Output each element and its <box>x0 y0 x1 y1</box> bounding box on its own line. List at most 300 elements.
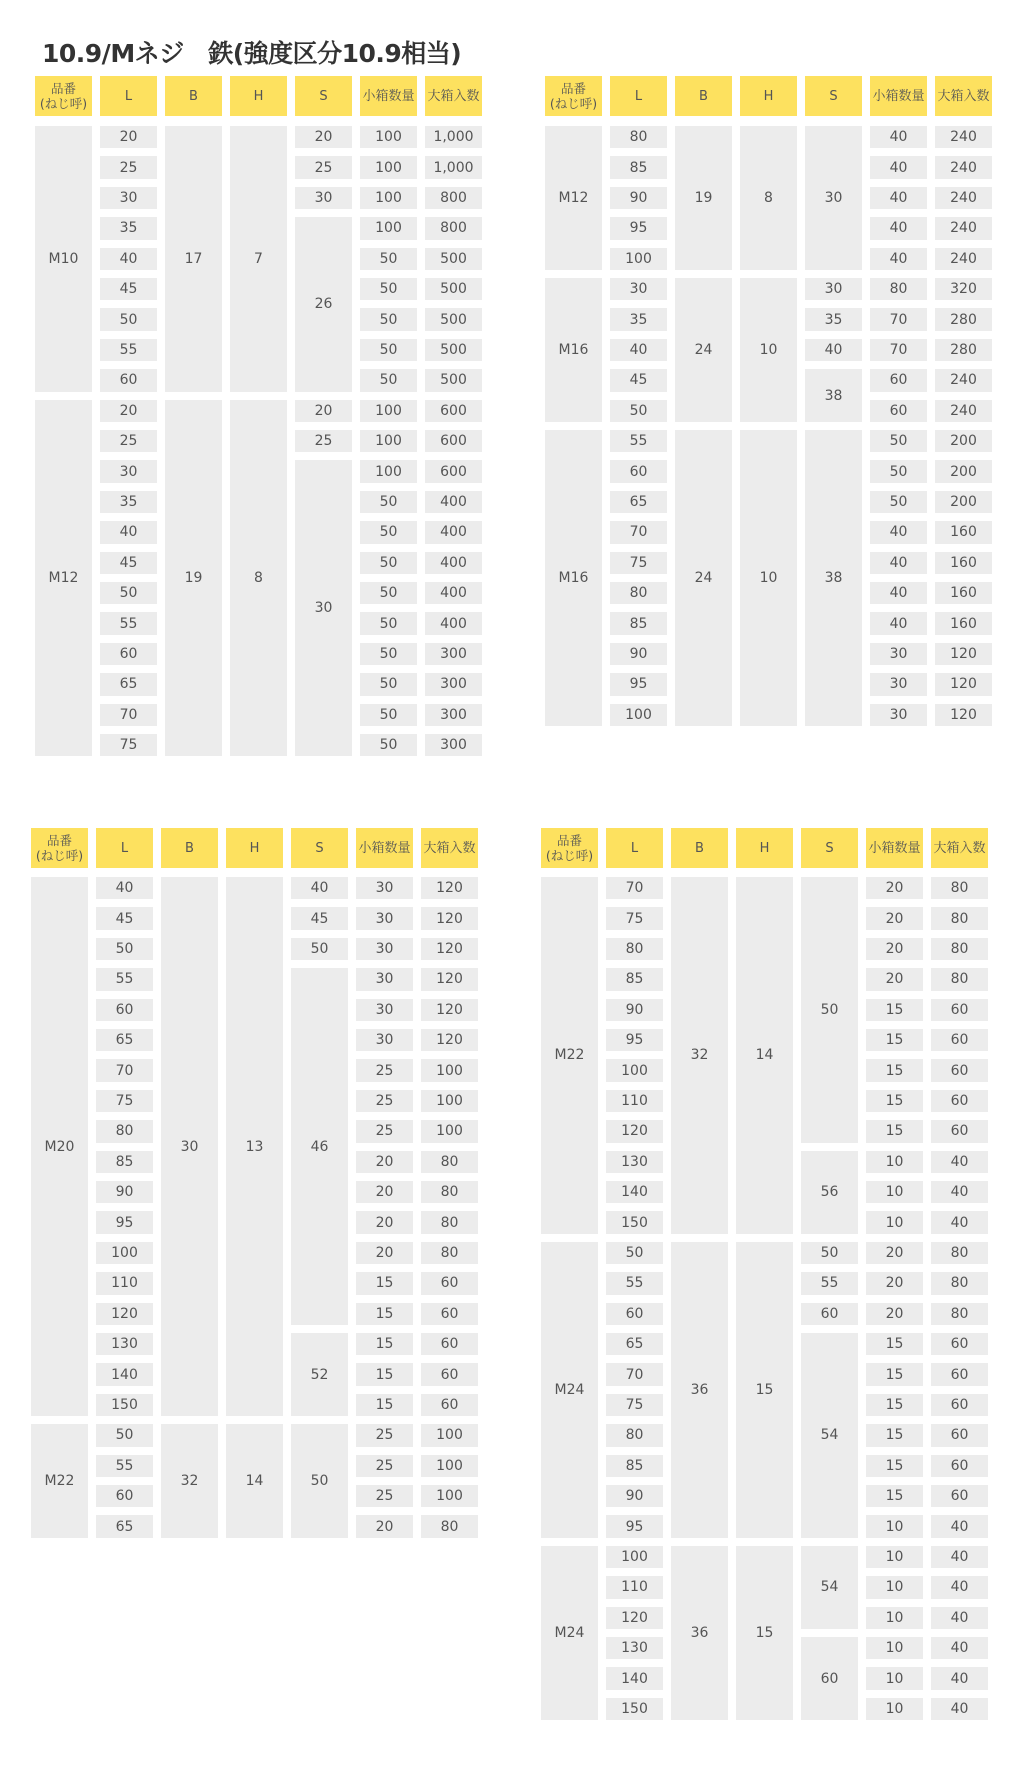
cell-B <box>165 400 222 757</box>
cell-L <box>606 1698 663 1720</box>
cell-H-value: 15 <box>755 1624 774 1641</box>
header-B <box>671 828 728 868</box>
cell-large <box>421 1059 478 1081</box>
cell-small <box>866 1242 923 1264</box>
cell-small <box>870 460 927 482</box>
cell-large <box>935 278 992 300</box>
cell-large-value: 120 <box>436 940 463 957</box>
cell-small <box>870 217 927 239</box>
cell-small-value: 50 <box>379 585 398 602</box>
cell-L <box>96 1424 153 1446</box>
cell-large <box>425 734 482 756</box>
cell-large-value: 280 <box>950 311 977 328</box>
cell-large-value: 100 <box>436 1062 463 1079</box>
cell-L-value: 25 <box>119 159 138 176</box>
cell-small <box>870 308 927 330</box>
cell-large <box>425 582 482 604</box>
header-part <box>31 828 88 868</box>
cell-L <box>606 1546 663 1568</box>
cell-L-value: 150 <box>621 1700 648 1717</box>
header-part-line2: (ねじ呼) <box>545 848 594 863</box>
cell-L <box>100 339 157 361</box>
cell-S-value: 38 <box>824 570 843 586</box>
cell-small-value: 100 <box>375 159 402 176</box>
cell-L-value: 50 <box>625 1244 644 1261</box>
cell-S <box>295 400 352 422</box>
cell-L-value: 50 <box>629 402 648 419</box>
cell-small-value: 15 <box>885 1032 904 1049</box>
cell-large <box>425 643 482 665</box>
cell-L-value: 55 <box>629 433 648 450</box>
cell-L <box>96 968 153 990</box>
cell-S <box>801 877 858 1143</box>
cell-small-value: 60 <box>889 402 908 419</box>
cell-large-value: 60 <box>950 1123 969 1140</box>
cell-H-value: 8 <box>254 569 263 586</box>
cell-large-value: 300 <box>440 737 467 754</box>
cell-large-value: 300 <box>440 645 467 662</box>
header-small <box>866 828 923 868</box>
cell-L-value: 60 <box>629 463 648 480</box>
cell-small <box>360 278 417 300</box>
cell-small <box>356 999 413 1021</box>
cell-L <box>606 1242 663 1264</box>
cell-small <box>360 308 417 330</box>
cell-large-value: 200 <box>950 433 977 450</box>
cell-large <box>935 491 992 513</box>
cell-small-value: 50 <box>379 615 398 632</box>
header-part-line1: 品番 <box>46 833 72 848</box>
cell-L-value: 20 <box>119 402 138 419</box>
cell-small-value: 50 <box>379 524 398 541</box>
cell-large-value: 800 <box>440 189 467 206</box>
cell-L <box>610 460 667 482</box>
cell-L-value: 95 <box>625 1518 644 1535</box>
cell-large-value: 60 <box>950 1062 969 1079</box>
cell-small-value: 50 <box>379 645 398 662</box>
cell-large-value: 320 <box>950 281 977 298</box>
cell-L <box>96 1029 153 1051</box>
cell-small <box>866 1546 923 1568</box>
cell-large <box>935 308 992 330</box>
header-H <box>226 828 283 868</box>
cell-small-value: 30 <box>375 1001 394 1018</box>
cell-small <box>866 1090 923 1112</box>
cell-small-value: 40 <box>889 524 908 541</box>
cell-small <box>356 1394 413 1416</box>
cell-small-value: 15 <box>885 1123 904 1140</box>
cell-S-value: 30 <box>314 600 333 617</box>
cell-L-value: 35 <box>629 311 648 328</box>
cell-large <box>931 1181 988 1203</box>
cell-part-value: M24 <box>554 1624 585 1641</box>
cell-small <box>870 339 927 361</box>
cell-L-value: 45 <box>119 281 138 298</box>
cell-large-value: 40 <box>950 1184 969 1201</box>
cell-S <box>805 369 862 422</box>
cell-large <box>935 369 992 391</box>
cell-L <box>96 1242 153 1264</box>
header-part-line1: 品番 <box>50 81 76 96</box>
header-small-label: 小箱数量 <box>872 88 925 104</box>
cell-B-value: 32 <box>180 1472 199 1489</box>
cell-part <box>545 430 602 726</box>
cell-L-value: 65 <box>115 1032 134 1049</box>
cell-small <box>360 369 417 391</box>
cell-large-value: 40 <box>950 1153 969 1170</box>
cell-L <box>610 673 667 695</box>
cell-small-value: 15 <box>885 1336 904 1353</box>
cell-large <box>935 460 992 482</box>
cell-S-value: 30 <box>824 190 843 206</box>
cell-part <box>35 126 92 392</box>
cell-L-value: 95 <box>629 220 648 237</box>
cell-L-value: 80 <box>625 1427 644 1444</box>
cell-S-value: 52 <box>310 1366 329 1383</box>
cell-L-value: 100 <box>111 1244 138 1261</box>
cell-L-value: 35 <box>119 493 138 510</box>
cell-L-value: 100 <box>621 1548 648 1565</box>
cell-H <box>226 1424 283 1538</box>
cell-small-value: 20 <box>375 1518 394 1535</box>
cell-large-value: 400 <box>440 615 467 632</box>
cell-small <box>360 643 417 665</box>
cell-large <box>421 1333 478 1355</box>
cell-S-value: 50 <box>310 940 329 957</box>
header-L <box>100 76 157 116</box>
cell-S-value: 50 <box>820 1244 839 1261</box>
cell-large <box>421 1029 478 1051</box>
cell-small <box>356 1272 413 1294</box>
cell-large <box>931 1424 988 1446</box>
cell-part-value: M16 <box>558 570 589 586</box>
cell-small <box>360 400 417 422</box>
cell-small <box>870 491 927 513</box>
cell-small <box>866 1607 923 1629</box>
cell-large-value: 80 <box>950 880 969 897</box>
header-small <box>360 76 417 116</box>
cell-L <box>100 521 157 543</box>
cell-S-value: 40 <box>824 341 843 358</box>
cell-L-value: 65 <box>119 676 138 693</box>
cell-small <box>870 673 927 695</box>
cell-large-value: 60 <box>950 1001 969 1018</box>
cell-small-value: 15 <box>885 1366 904 1383</box>
cell-large <box>425 491 482 513</box>
cell-large-value: 200 <box>950 463 977 480</box>
cell-L-value: 110 <box>621 1092 648 1109</box>
cell-large <box>425 460 482 482</box>
cell-small <box>866 1455 923 1477</box>
cell-large <box>935 126 992 148</box>
cell-L-value: 90 <box>629 189 648 206</box>
cell-L <box>96 938 153 960</box>
cell-small-value: 100 <box>375 220 402 237</box>
cell-part <box>541 1546 598 1720</box>
cell-B-value: 17 <box>184 250 203 267</box>
cell-large-value: 120 <box>436 910 463 927</box>
cell-large <box>425 126 482 148</box>
header-H-label: H <box>763 88 774 104</box>
header-L-label: L <box>120 840 129 856</box>
cell-part-value: M24 <box>554 1381 585 1398</box>
cell-large-value: 300 <box>440 706 467 723</box>
cell-L-value: 90 <box>115 1184 134 1201</box>
cell-part-value: M10 <box>48 250 79 267</box>
cell-L-value: 90 <box>625 1488 644 1505</box>
cell-H <box>226 877 283 1416</box>
cell-L-value: 60 <box>625 1305 644 1322</box>
cell-large-value: 60 <box>440 1305 459 1322</box>
cell-large-value: 500 <box>440 341 467 358</box>
cell-S <box>805 126 862 270</box>
cell-small-value: 100 <box>375 402 402 419</box>
cell-small <box>866 1333 923 1355</box>
cell-large <box>931 1120 988 1142</box>
cell-L <box>100 217 157 239</box>
cell-small <box>360 430 417 452</box>
cell-large <box>935 400 992 422</box>
cell-L-value: 85 <box>629 615 648 632</box>
cell-small-value: 20 <box>375 1153 394 1170</box>
cell-small-value: 40 <box>889 585 908 602</box>
cell-large <box>931 1637 988 1659</box>
cell-small-value: 60 <box>889 372 908 389</box>
cell-L-value: 100 <box>621 1062 648 1079</box>
cell-L <box>610 278 667 300</box>
cell-L-value: 85 <box>625 971 644 988</box>
cell-small <box>870 126 927 148</box>
cell-small-value: 50 <box>379 737 398 754</box>
cell-small <box>356 968 413 990</box>
cell-large-value: 200 <box>950 493 977 510</box>
cell-L-value: 40 <box>115 880 134 897</box>
cell-large <box>421 1211 478 1233</box>
cell-large-value: 100 <box>436 1457 463 1474</box>
cell-small <box>356 1333 413 1355</box>
cell-small <box>360 582 417 604</box>
cell-L-value: 120 <box>111 1305 138 1322</box>
cell-L-value: 100 <box>625 706 652 723</box>
cell-H-value: 7 <box>254 250 263 267</box>
cell-small <box>356 1181 413 1203</box>
header-part <box>541 828 598 868</box>
cell-part-value: M20 <box>44 1138 75 1155</box>
header-part-line2: (ねじ呼) <box>549 96 598 111</box>
cell-small-value: 15 <box>375 1366 394 1383</box>
cell-small-value: 25 <box>375 1457 394 1474</box>
cell-small-value: 15 <box>885 1092 904 1109</box>
cell-S-value: 35 <box>824 311 843 328</box>
cell-L-value: 55 <box>119 341 138 358</box>
cell-large <box>421 1242 478 1264</box>
cell-small <box>360 521 417 543</box>
cell-small-value: 20 <box>375 1244 394 1261</box>
cell-L-value: 65 <box>625 1336 644 1353</box>
cell-B-value: 36 <box>690 1624 709 1641</box>
cell-large-value: 60 <box>440 1366 459 1383</box>
cell-L <box>100 400 157 422</box>
cell-large <box>425 156 482 178</box>
cell-S-value: 38 <box>824 387 843 404</box>
cell-B <box>675 430 732 726</box>
cell-large-value: 40 <box>950 1640 969 1657</box>
cell-small-value: 70 <box>889 311 908 328</box>
cell-B <box>675 126 732 270</box>
cell-small <box>356 907 413 929</box>
cell-small-value: 70 <box>889 341 908 358</box>
cell-S-value: 45 <box>310 910 329 927</box>
cell-L-value: 50 <box>119 311 138 328</box>
cell-L <box>96 1363 153 1385</box>
cell-L <box>610 521 667 543</box>
cell-S-value: 25 <box>314 159 333 176</box>
cell-H <box>736 1546 793 1720</box>
cell-small-value: 50 <box>379 554 398 571</box>
header-H-label: H <box>253 88 264 104</box>
cell-L <box>96 1059 153 1081</box>
cell-large-value: 120 <box>950 645 977 662</box>
cell-small <box>866 1394 923 1416</box>
cell-small-value: 10 <box>885 1214 904 1231</box>
cell-large <box>425 612 482 634</box>
cell-S <box>295 187 352 209</box>
cell-small <box>360 491 417 513</box>
cell-large-value: 60 <box>950 1396 969 1413</box>
cell-large-value: 240 <box>950 129 977 146</box>
cell-small <box>870 552 927 574</box>
cell-small <box>360 126 417 148</box>
header-part-line2: (ねじ呼) <box>35 848 84 863</box>
cell-L-value: 40 <box>119 250 138 267</box>
cell-small <box>360 734 417 756</box>
cell-L-value: 70 <box>119 706 138 723</box>
cell-small-value: 25 <box>375 1123 394 1140</box>
cell-large <box>421 1394 478 1416</box>
cell-large-value: 160 <box>950 585 977 602</box>
cell-small-value: 15 <box>375 1396 394 1413</box>
cell-small <box>866 1698 923 1720</box>
cell-small-value: 100 <box>375 433 402 450</box>
cell-L-value: 75 <box>625 910 644 927</box>
cell-L <box>96 1181 153 1203</box>
cell-large-value: 500 <box>440 281 467 298</box>
cell-S-value: 30 <box>314 189 333 206</box>
cell-large-value: 80 <box>950 971 969 988</box>
cell-L-value: 120 <box>621 1123 648 1140</box>
cell-small <box>870 248 927 270</box>
cell-large <box>425 400 482 422</box>
cell-small-value: 25 <box>375 1488 394 1505</box>
cell-S <box>295 126 352 148</box>
cell-large-value: 500 <box>440 311 467 328</box>
cell-small-value: 50 <box>379 311 398 328</box>
cell-L <box>610 369 667 391</box>
cell-L <box>100 126 157 148</box>
cell-L <box>606 1607 663 1629</box>
cell-large <box>421 1090 478 1112</box>
cell-H <box>230 126 287 392</box>
cell-large <box>421 1515 478 1537</box>
cell-small-value: 10 <box>885 1609 904 1626</box>
cell-small-value: 30 <box>375 940 394 957</box>
header-large <box>931 828 988 868</box>
cell-small <box>356 877 413 899</box>
cell-small <box>866 1272 923 1294</box>
cell-large-value: 80 <box>950 910 969 927</box>
cell-large-value: 400 <box>440 585 467 602</box>
cell-small-value: 50 <box>379 281 398 298</box>
cell-large-value: 120 <box>950 706 977 723</box>
cell-L-value: 95 <box>115 1214 134 1231</box>
cell-small-value: 10 <box>885 1579 904 1596</box>
cell-small-value: 50 <box>379 706 398 723</box>
header-B <box>165 76 222 116</box>
cell-H-value: 15 <box>755 1381 774 1398</box>
cell-L-value: 50 <box>115 940 134 957</box>
cell-L <box>96 999 153 1021</box>
header-large-label: 大箱入数 <box>423 840 476 856</box>
cell-L-value: 90 <box>629 645 648 662</box>
cell-large-value: 60 <box>440 1336 459 1353</box>
cell-large <box>421 1424 478 1446</box>
header-L <box>610 76 667 116</box>
cell-large <box>425 704 482 726</box>
cell-large-value: 500 <box>440 250 467 267</box>
cell-large-value: 80 <box>950 940 969 957</box>
cell-part-value: M22 <box>44 1472 75 1489</box>
cell-L-value: 75 <box>629 554 648 571</box>
header-small <box>870 76 927 116</box>
cell-L-value: 20 <box>119 129 138 146</box>
cell-part-value: M22 <box>554 1047 585 1064</box>
cell-large <box>931 968 988 990</box>
cell-L-value: 140 <box>621 1184 648 1201</box>
cell-large-value: 80 <box>440 1244 459 1261</box>
cell-L <box>610 643 667 665</box>
cell-L <box>96 1515 153 1537</box>
cell-L <box>96 1394 153 1416</box>
cell-L-value: 80 <box>625 940 644 957</box>
cell-large <box>425 552 482 574</box>
cell-large <box>421 1303 478 1325</box>
cell-large <box>931 1242 988 1264</box>
cell-L <box>100 248 157 270</box>
cell-L-value: 25 <box>119 433 138 450</box>
cell-small <box>356 1303 413 1325</box>
cell-small <box>360 187 417 209</box>
cell-large <box>421 999 478 1021</box>
cell-L <box>610 704 667 726</box>
cell-S-value: 40 <box>310 880 329 897</box>
cell-large <box>931 1272 988 1294</box>
cell-L <box>100 460 157 482</box>
cell-small-value: 40 <box>889 554 908 571</box>
cell-L-value: 70 <box>625 1366 644 1383</box>
cell-L <box>100 156 157 178</box>
header-large-label: 大箱入数 <box>937 88 990 104</box>
cell-large <box>931 938 988 960</box>
cell-large <box>935 521 992 543</box>
cell-small <box>356 1090 413 1112</box>
cell-small <box>356 1059 413 1081</box>
cell-S-value: 20 <box>314 129 333 146</box>
cell-large-value: 40 <box>950 1670 969 1687</box>
cell-L <box>606 1455 663 1477</box>
cell-S <box>291 938 348 960</box>
cell-S <box>805 308 862 330</box>
cell-small <box>866 1303 923 1325</box>
